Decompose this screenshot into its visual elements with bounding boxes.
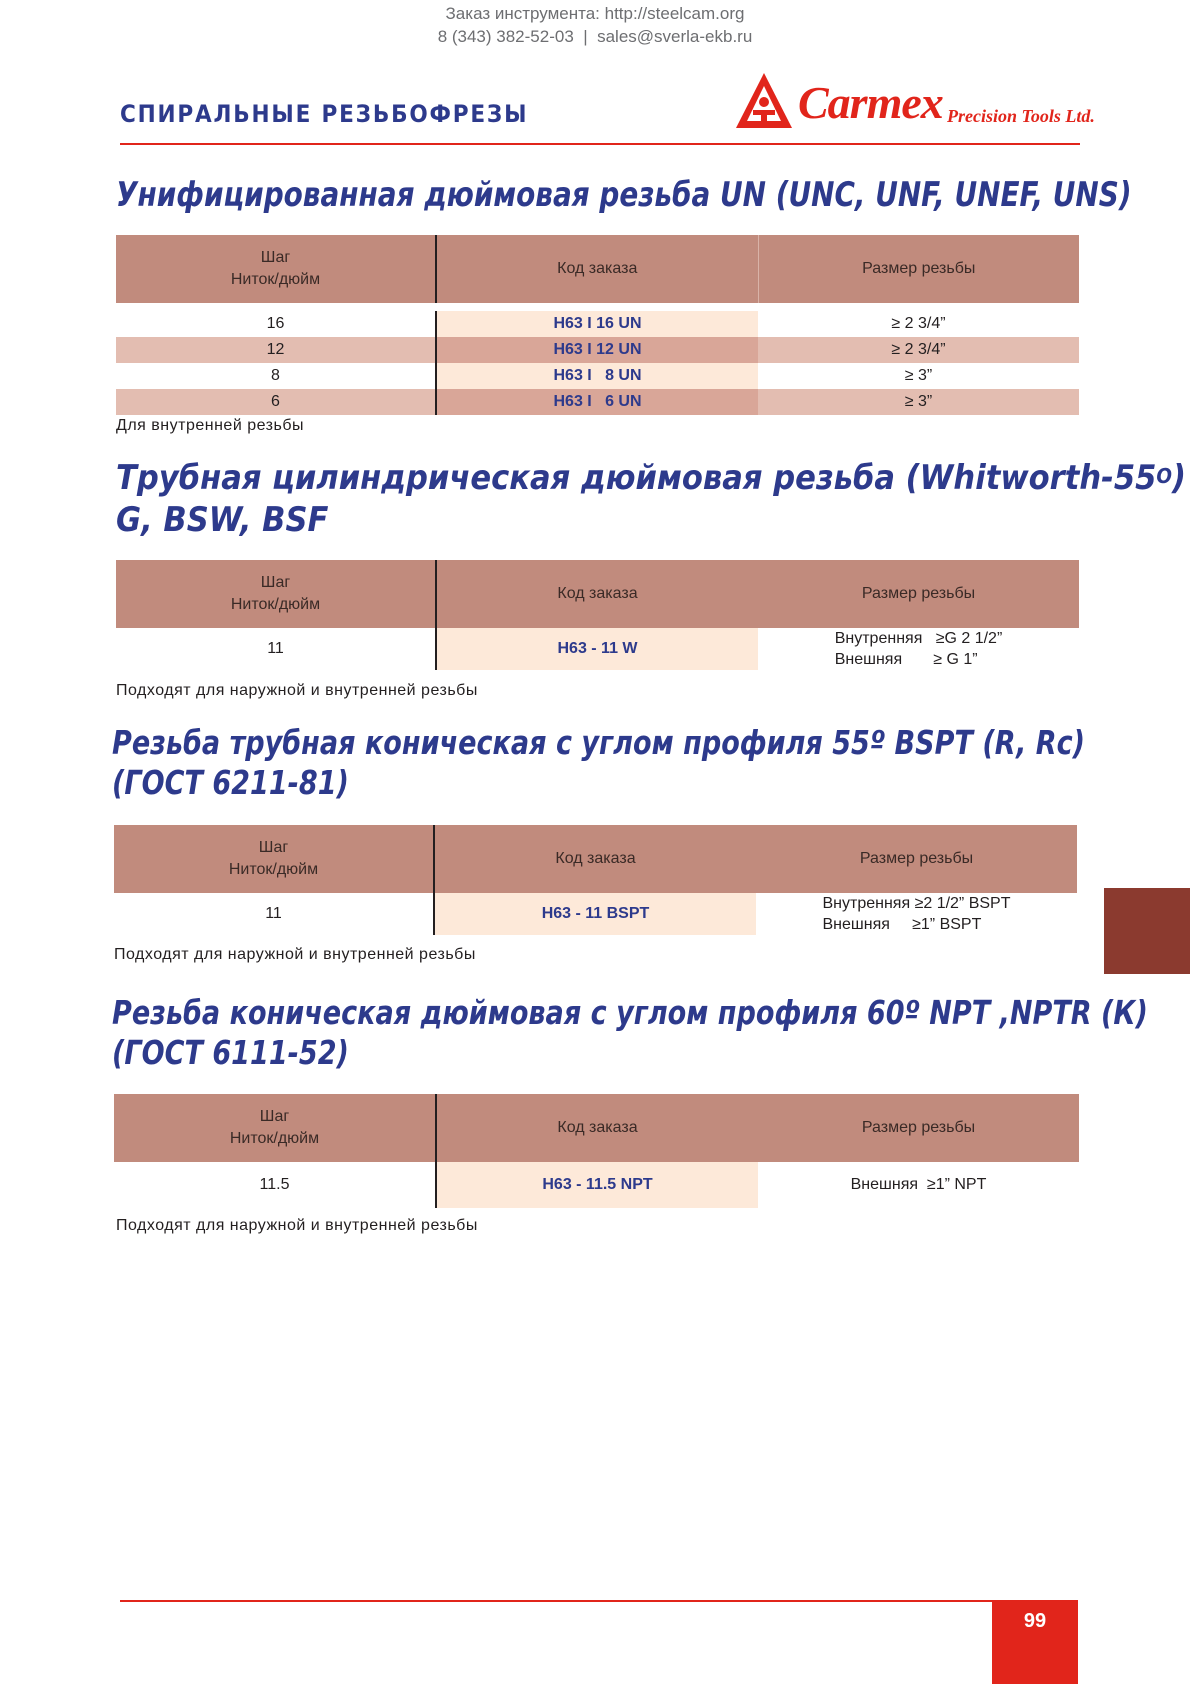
header-pitch [116, 560, 436, 628]
page-number-box [992, 1600, 1078, 1684]
section-3-note: Подходят для наружной и внутренней резьбы [114, 946, 476, 963]
whitworth-thread-table [116, 560, 1080, 670]
pitch-cell: 12 [116, 337, 436, 363]
size-cell: ≥ 2 3/4” [758, 337, 1079, 363]
header-pitch [116, 235, 436, 303]
section-2-title [116, 457, 1186, 541]
header-pitch-line2: Ниток/дюйм [229, 1130, 320, 1147]
un-thread-table [116, 235, 1079, 415]
section-1-title [116, 175, 1132, 215]
header-code: Код заказа [436, 560, 758, 628]
logo-subtitle: Precision Tools Ltd. [947, 106, 1095, 126]
section-1-note: Для внутренней резьбы [116, 417, 304, 434]
chapter-tab-marker [1104, 888, 1190, 974]
order-code-cell: H63 - 11 BSPT [434, 893, 756, 935]
section-3-title-line2: (ГОСТ 6211-81) [112, 763, 349, 802]
contact-info [0, 2, 1190, 48]
order-code-cell: H63 I 12 UN [436, 337, 758, 363]
section-3-title-line1: Резьба трубная коническая с углом профиля 55º BSPT (R, Rc) [112, 723, 1086, 762]
size-internal: Внутренняя ≥G 2 1/2” [834, 630, 1003, 647]
table-row [116, 311, 1079, 337]
logo-wordmark: Carmex [798, 77, 943, 128]
section-2-title-line1-end: ) [1172, 458, 1187, 498]
bspt-thread-table [114, 825, 1078, 935]
footer-rule [120, 1600, 992, 1602]
header-pitch-line1: Шаг [260, 574, 291, 591]
header-size: Размер резьбы [758, 560, 1079, 628]
pitch-cell: 11 [114, 893, 434, 935]
order-code-cell: H63 I 8 UN [436, 363, 758, 389]
table-row [114, 893, 1077, 935]
size-cell: ≥ 3” [904, 367, 933, 384]
header-pitch-line1: Шаг [258, 839, 289, 856]
table-row [116, 628, 1079, 670]
header-pitch [114, 825, 434, 893]
pitch-cell: 6 [116, 389, 436, 415]
table-row [114, 1162, 1079, 1208]
pitch-cell: 11 [116, 628, 436, 670]
size-cell [758, 628, 1079, 670]
header-code: Код заказа [436, 1094, 758, 1162]
size-cell: ≥ 2 3/4” [891, 315, 946, 332]
size-cell: ≥ 3” [758, 389, 1079, 415]
size-cell [756, 893, 1077, 935]
section-4-title-line1: Резьба коническая дюймовая с углом профиля 60º NPT ,NPTR (К) [112, 993, 1148, 1032]
section-4-title-line2: (ГОСТ 6111-52) [112, 1033, 349, 1072]
header-code: Код заказа [434, 825, 756, 893]
table-row [116, 363, 1079, 389]
header-pitch-line2: Ниток/дюйм [230, 271, 321, 288]
section-3-title [112, 723, 1085, 803]
section-2-note: Подходят для наружной и внутренней резьбы [116, 682, 478, 699]
header-size: Размер резьбы [758, 235, 1079, 303]
degree-mark: O [1156, 464, 1173, 488]
size-external: Внешняя ≥ G 1” [834, 651, 978, 668]
order-code-cell: H63 I 16 UN [436, 311, 758, 337]
carmex-logo [733, 70, 1095, 136]
header-pitch-line1: Шаг [260, 249, 291, 266]
pitch-cell: 16 [116, 311, 436, 337]
page-number: 99 [1023, 1610, 1047, 1632]
section-4-title [112, 993, 1148, 1073]
pitch-cell: 8 [116, 363, 436, 389]
order-code-cell: H63 - 11 W [436, 628, 758, 670]
header-pitch-line2: Ниток/дюйм [230, 596, 321, 613]
section-1-title-line: Унифицированная дюймовая резьба UN (UNC, UNF, UNEF, UNS) [116, 175, 1132, 215]
header-pitch [114, 1094, 436, 1162]
section-4-note: Подходят для наружной и внутренней резьбы [116, 1217, 478, 1234]
order-code-cell: H63 - 11.5 NPT [436, 1162, 758, 1208]
carmex-triangle-icon [733, 70, 795, 132]
size-internal: Внутренняя ≥2 1/2” BSPT [822, 895, 1011, 912]
section-2-title-line1: Трубная цилиндрическая дюймовая резьба (Whitworth-55 [116, 458, 1157, 498]
pitch-cell: 11.5 [114, 1162, 436, 1208]
size-external: Внешняя ≥1” BSPT [822, 916, 982, 933]
header-size: Размер резьбы [756, 825, 1077, 893]
header-rule [120, 143, 1080, 145]
contact-line-order-url: Заказ инструмента: http://steelcam.org [445, 4, 745, 23]
table-row [116, 389, 1079, 415]
header-pitch-line1: Шаг [259, 1108, 290, 1125]
header-pitch-line2: Ниток/дюйм [228, 861, 319, 878]
section-heading: СПИРАЛЬНЫЕ РЕЗЬБОФРЕЗЫ [120, 100, 529, 128]
size-cell: Внешняя ≥1” NPT [850, 1176, 987, 1193]
order-code-cell: H63 I 6 UN [436, 389, 758, 415]
table-row [116, 337, 1079, 363]
section-2-title-line2: G, BSW, BSF [116, 500, 329, 540]
header-code: Код заказа [436, 235, 758, 303]
header-size: Размер резьбы [758, 1094, 1079, 1162]
npt-thread-table [114, 1094, 1080, 1208]
contact-line-phone-email: 8 (343) 382-52-03 | sales@sverla-ekb.ru [437, 27, 753, 46]
